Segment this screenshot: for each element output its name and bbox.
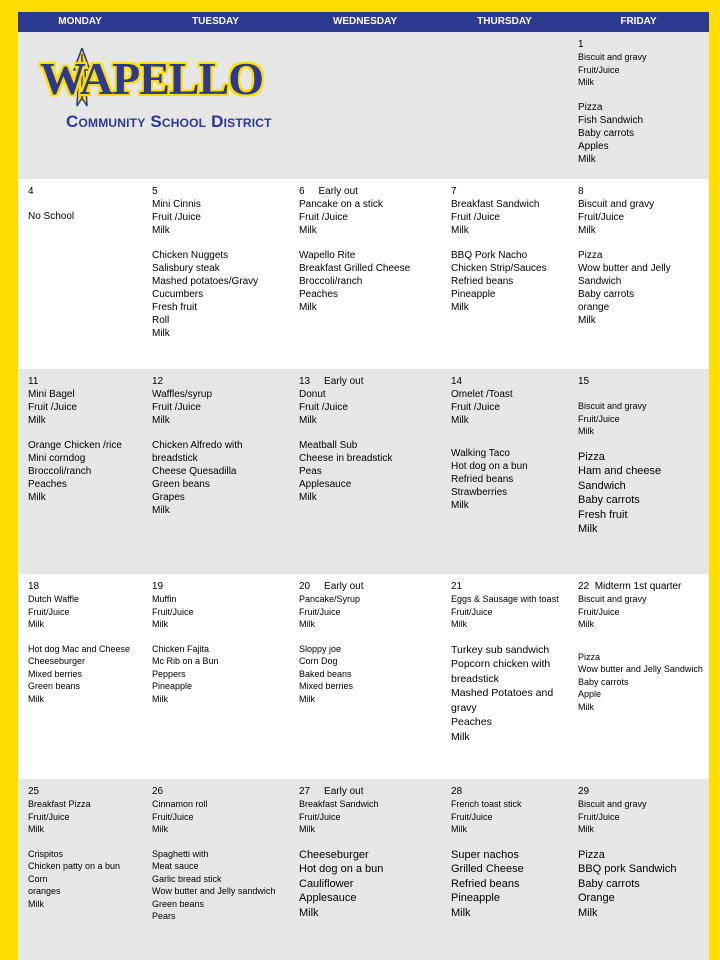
menu-item: Mini Bagel <box>28 389 75 400</box>
menu-item: Peaches <box>28 479 67 490</box>
menu-item: Breakfast Sandwich <box>299 799 379 809</box>
menu-item: Mashed Potatoes and gravy <box>451 687 557 714</box>
menu-item: Baby carrots <box>578 289 635 300</box>
menu-item: Fruit /Juice <box>451 212 500 223</box>
menu-item: Chicken patty on a bun <box>28 861 121 871</box>
day-cell-21 <box>441 574 568 779</box>
menu-item: Applesauce <box>299 479 352 490</box>
menu-item: Milk <box>299 693 315 704</box>
menu-item: Orange <box>578 892 615 904</box>
menu-item: Ham and cheese Sandwich <box>578 465 665 492</box>
menu-item: Chicken Fajita <box>152 643 210 654</box>
menu-item: Pineapple <box>451 892 500 904</box>
menu-item: Milk <box>451 500 469 511</box>
menu-item: Fruit /Juice <box>28 402 77 413</box>
menu-item: orange <box>578 302 610 313</box>
menu-item: Mini corndog <box>28 453 86 464</box>
date-number: 14 <box>451 376 463 387</box>
menu-item: BBQ Pork Nacho <box>451 250 528 261</box>
menu-item: Mixed berries <box>28 668 83 679</box>
menu-calendar <box>18 12 709 960</box>
menu-item: Fruit /Juice <box>299 402 348 413</box>
menu-item: Green beans <box>28 681 81 691</box>
menu-item: Milk <box>299 492 317 503</box>
menu-item: Milk <box>451 415 469 426</box>
menu-item: Fruit/Juice <box>578 64 620 75</box>
menu-item: Fruit /Juice <box>299 212 348 223</box>
menu-item: Garlic bread stick <box>152 873 222 884</box>
menu-item: Biscuit and gravy <box>578 401 647 411</box>
menu-item: Breakfast Sandwich <box>451 199 540 210</box>
menu-item: Milk <box>152 824 168 834</box>
early-out-tag: Early out <box>324 581 364 592</box>
date-number: 25 <box>28 786 40 797</box>
menu-item: Cheeseburger <box>299 848 369 861</box>
menu-item: Peaches <box>299 289 338 300</box>
menu-item: Milk <box>578 824 594 834</box>
menu-item: Milk <box>28 492 46 503</box>
menu-item: Green beans <box>152 898 205 909</box>
menu-item: Waffles/syrup <box>152 389 213 400</box>
menu-item: Wow butter and Jelly sandwich <box>152 886 276 896</box>
menu-item: Fish Sandwich <box>578 114 644 126</box>
menu-item: Hot dog on a bun <box>299 863 384 875</box>
menu-item: Peaches <box>451 716 492 728</box>
menu-item: Popcorn chicken with breadstick <box>451 658 554 685</box>
menu-item: Pizza <box>578 651 601 662</box>
week-row-4 <box>18 574 709 779</box>
header-friday: FRIDAY <box>620 16 657 27</box>
menu-item: Baked beans <box>299 668 352 679</box>
menu-item: Biscuit and gravy <box>578 799 647 809</box>
menu-item: Pancake/Syrup <box>299 594 361 604</box>
menu-item: Omelet /Toast <box>451 389 513 400</box>
day-cell-26 <box>142 779 289 960</box>
menu-item: Strawberries <box>451 487 508 498</box>
date-number: 7 <box>451 186 457 197</box>
menu-item: Milk <box>578 426 594 436</box>
menu-item: Corn Dog <box>299 656 338 666</box>
menu-item: Pizza <box>578 101 603 113</box>
menu-item: Muffin <box>152 594 177 604</box>
menu-item: Milk <box>578 77 594 87</box>
menu-item: Mini Cinnis <box>152 199 201 210</box>
menu-item: Dutch Waffle <box>28 594 80 604</box>
menu-item: Super nachos <box>451 848 519 861</box>
date-number: 11 <box>28 376 39 387</box>
day-cell-13 <box>289 369 441 574</box>
menu-item: Meatball Sub <box>299 440 358 451</box>
weekday-header <box>18 12 709 32</box>
header-thursday: THURSDAY <box>477 16 532 27</box>
menu-item: Breakfast Pizza <box>28 799 91 809</box>
early-out-tag: Early out <box>324 786 364 797</box>
menu-item: Milk <box>28 693 44 704</box>
menu-item: Cheese Quesadilla <box>152 466 237 477</box>
date-number: 21 <box>451 581 463 592</box>
date-number: 29 <box>578 786 590 797</box>
menu-item: Milk <box>578 153 596 165</box>
menu-item: Milk <box>299 906 319 919</box>
day-cell-1 <box>568 32 709 179</box>
date-number: 19 <box>152 581 164 592</box>
menu-item: Milk <box>28 415 46 426</box>
early-out-tag: Early out <box>318 186 358 197</box>
menu-item: Fruit/Juice <box>28 811 70 822</box>
logo-area <box>18 32 568 179</box>
menu-item: Crispitos <box>28 848 64 859</box>
date-number: 27 <box>299 786 311 797</box>
menu-item: Milk <box>299 619 315 629</box>
menu-item: Breakfast Grilled Cheese <box>299 263 411 274</box>
day-cell-22 <box>568 574 709 779</box>
menu-item: Peas <box>299 466 322 477</box>
menu-item: Grapes <box>152 492 185 503</box>
menu-item: Milk <box>28 824 44 834</box>
menu-item: Mc Rib on a Bun <box>152 656 219 666</box>
menu-item: Cheeseburger <box>28 656 86 666</box>
menu-item: Cauliflower <box>299 877 354 890</box>
menu-item: Sloppy joe <box>299 643 342 654</box>
menu-item: Milk <box>299 415 317 426</box>
menu-item: Donut <box>299 389 326 400</box>
date-number: 13 <box>299 376 311 387</box>
menu-item: oranges <box>28 886 61 896</box>
menu-item: Pineapple <box>451 289 496 300</box>
date-number: 4 <box>28 186 34 197</box>
menu-item: Milk <box>152 619 168 629</box>
week-row-1 <box>18 32 709 179</box>
day-cell-15 <box>568 369 709 574</box>
menu-item: Spaghetti with <box>152 848 209 859</box>
menu-item: Milk <box>299 824 315 834</box>
menu-item: Chicken Alfredo with breadstick <box>152 440 246 464</box>
menu-item: Milk <box>152 328 170 339</box>
day-cell-8 <box>568 179 709 369</box>
menu-item: Milk <box>28 898 44 909</box>
menu-item: Milk <box>451 824 467 834</box>
day-cell-20 <box>289 574 441 779</box>
menu-item: Milk <box>299 225 317 236</box>
menu-item: Pizza <box>578 450 605 463</box>
menu-item: Milk <box>28 619 44 629</box>
day-cell-25 <box>18 779 142 960</box>
date-number: 8 <box>578 186 584 197</box>
menu-item: Fruit/Juice <box>578 811 620 822</box>
header-tuesday: TUESDAY <box>192 16 239 27</box>
menu-item: Milk <box>578 906 598 919</box>
day-cell-14 <box>441 369 568 574</box>
menu-item: Fruit /Juice <box>152 402 201 413</box>
day-cell-27 <box>289 779 441 960</box>
menu-item: Wapello Rite <box>299 250 356 261</box>
menu-item: Orange Chicken /rice <box>28 440 122 451</box>
menu-item: Baby carrots <box>578 494 640 506</box>
date-number: 22 <box>578 581 590 592</box>
menu-item: Wow butter and Jelly Sandwich <box>578 263 674 287</box>
menu-item: Refried beans <box>451 276 514 287</box>
week-row-5 <box>18 779 709 960</box>
logo-word: WAPELLO <box>40 53 264 104</box>
menu-item: Milk <box>578 315 596 326</box>
menu-item: Green beans <box>152 479 210 490</box>
menu-item: Walking Taco <box>451 448 510 459</box>
menu-item: Cucumbers <box>152 289 204 300</box>
day-cell-18 <box>18 574 142 779</box>
menu-item: Cheese in breadstick <box>299 453 393 464</box>
menu-item: Salisbury steak <box>152 263 220 274</box>
menu-item: Broccoli/ranch <box>28 466 92 477</box>
header-monday: MONDAY <box>58 16 102 27</box>
logo-subtitle: Community School District <box>66 112 272 131</box>
menu-item: Applesauce <box>299 892 357 904</box>
menu-item: Baby carrots <box>578 127 635 139</box>
day-cell-7 <box>441 179 568 369</box>
menu-item: Biscuit and gravy <box>578 52 647 62</box>
menu-item: Eggs & Sausage with toast <box>451 594 559 604</box>
menu-item: Fruit/Juice <box>578 413 620 424</box>
menu-item: Fruit/Juice <box>152 606 194 617</box>
menu-item: Milk <box>451 730 470 743</box>
menu-item: Fruit/Juice <box>451 606 493 617</box>
date-number: 26 <box>152 786 164 797</box>
menu-item: Milk <box>152 415 170 426</box>
menu-item: Fresh fruit <box>578 508 628 521</box>
date-number: 5 <box>152 186 158 197</box>
menu-item: Fruit/Juice <box>451 811 493 822</box>
menu-item: Pizza <box>578 848 605 861</box>
menu-item: Milk <box>451 225 469 236</box>
early-out-tag: Early out <box>324 376 364 387</box>
menu-item: Mixed berries <box>299 681 354 691</box>
menu-item: Fruit/Juice <box>152 811 194 822</box>
menu-item: Roll <box>152 315 170 326</box>
menu-item: Wow butter and Jelly Sandwich <box>578 664 703 674</box>
menu-item: Milk <box>578 701 594 712</box>
menu-item: Refried beans <box>451 877 520 890</box>
header-wednesday: WEDNESDAY <box>332 16 398 27</box>
menu-item: Apple <box>578 689 602 699</box>
menu-item: Baby carrots <box>578 676 629 687</box>
menu-item: Mashed potatoes/Gravy <box>152 276 259 287</box>
menu-item: Hot dog Mac and Cheese <box>28 643 131 654</box>
menu-item: Milk <box>152 693 168 704</box>
menu-item: Meat sauce <box>152 861 199 871</box>
menu-item: Fruit/Juice <box>28 606 70 617</box>
day-cell-12 <box>142 369 289 574</box>
menu-item: Milk <box>152 505 170 516</box>
day-cell-19 <box>142 574 289 779</box>
menu-item: Milk <box>451 906 471 919</box>
week-row-2 <box>18 179 709 369</box>
day-cell-4 <box>18 179 142 369</box>
menu-item: Milk <box>152 225 170 236</box>
menu-item: Apples <box>578 140 609 152</box>
menu-item: Pears <box>152 911 176 921</box>
menu-item: Broccoli/ranch <box>299 276 363 287</box>
week-row-3 <box>18 369 709 574</box>
menu-item: Fruit /Juice <box>152 212 201 223</box>
menu-item: Baby carrots <box>578 877 640 890</box>
menu-item: Chicken Nuggets <box>152 250 229 261</box>
no-school-note: No School <box>28 211 75 222</box>
menu-item: Fruit/Juice <box>578 212 625 223</box>
district-logo <box>38 52 294 142</box>
day-cell-28 <box>441 779 568 960</box>
day-cell-29 <box>568 779 709 960</box>
day-cell-11 <box>18 369 142 574</box>
midterm-tag: Midterm 1st quarter <box>594 581 682 592</box>
date-number: 12 <box>152 376 164 387</box>
menu-item: Pineapple <box>152 681 193 691</box>
date-number: 20 <box>299 581 311 592</box>
menu-item: Peppers <box>152 668 186 679</box>
menu-item: Milk <box>451 302 469 313</box>
menu-item: Hot dog on a bun <box>451 461 528 472</box>
date-number: 28 <box>451 786 463 797</box>
menu-item: Corn <box>28 873 48 884</box>
menu-item: Fruit/Juice <box>299 606 341 617</box>
day-cell-5 <box>142 179 289 369</box>
menu-item: Milk <box>578 619 594 629</box>
menu-item: Biscuit and gravy <box>578 594 647 604</box>
menu-item: Milk <box>299 302 317 313</box>
date-number: 6 <box>299 186 305 197</box>
date-number: 18 <box>28 581 40 592</box>
menu-item: Milk <box>578 225 596 236</box>
menu-item: Fruit/Juice <box>578 606 620 617</box>
menu-item: Fruit/Juice <box>299 811 341 822</box>
date-number: 1 <box>578 39 584 50</box>
menu-item: Cinnamon roll <box>152 799 208 809</box>
menu-item: Chicken Strip/Sauces <box>451 263 547 274</box>
menu-item: French toast stick <box>451 799 522 809</box>
menu-item: Grilled Cheese <box>451 863 524 875</box>
menu-item: Fruit /Juice <box>451 402 500 413</box>
menu-item: Fresh fruit <box>152 302 198 313</box>
date-number: 15 <box>578 376 590 387</box>
menu-item: Biscuit and gravy <box>578 199 655 210</box>
menu-item: Turkey sub sandwich <box>451 643 550 656</box>
menu-item: Milk <box>578 523 598 535</box>
menu-item: Pancake on a stick <box>299 199 383 210</box>
day-cell-6 <box>289 179 441 369</box>
menu-item: Pizza <box>578 250 603 261</box>
menu-item: Refried beans <box>451 474 514 485</box>
menu-item: Milk <box>451 619 467 629</box>
menu-item: BBQ pork Sandwich <box>578 863 677 875</box>
